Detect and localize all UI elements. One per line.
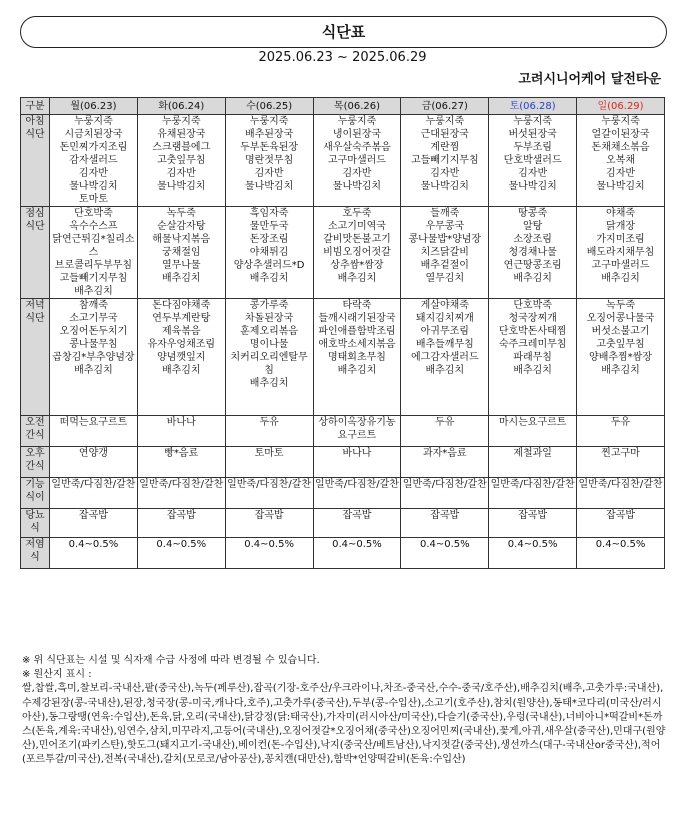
menu-cell xyxy=(313,478,401,509)
menu-cell-text: 빵*음료 xyxy=(164,448,199,459)
menu-cell xyxy=(137,115,225,207)
menu-cell-text: 녹두죽 오징어콩나물국 버섯소불고기 고춧잎무침 양배추찜*쌈장 배추김치 xyxy=(586,300,655,376)
origin-title: ※ 원산지 표시 : xyxy=(22,669,92,681)
menu-cell-text: 잡곡밥 xyxy=(254,510,284,521)
menu-row-dinner xyxy=(21,299,665,416)
menu-cell-text: 두유 xyxy=(435,417,455,428)
menu-cell xyxy=(401,115,489,207)
menu-cell-text: 누룽지죽 냉이된장국 새우살숙주볶음 고구마샐러드 김자반 물나박김치 xyxy=(323,116,391,192)
menu-cell-text: 0.4~0.5% xyxy=(507,539,558,550)
menu-cell-text: 누룽지죽 시금치된장국 돈민찌가지조림 감자샐러드 김자반 물나박김치 토마토 xyxy=(59,116,128,205)
menu-cell xyxy=(50,509,138,538)
menu-row-lunch xyxy=(21,207,665,299)
menu-cell xyxy=(50,299,138,416)
menu-cell-text: 땅콩죽 알탕 소장조림 청경채나물 연근땅콩조림 배추김치 xyxy=(503,208,562,284)
menu-cell-text: 누룽지죽 근대된장국 계란찜 고들빼기지무침 김자반 물나박김치 xyxy=(410,116,479,192)
menu-row-low-salt-diet xyxy=(21,538,665,569)
menu-cell-text: 야채죽 닭개장 가지미조림 배도라지채무침 고구마샐러드 배추김치 xyxy=(586,208,655,284)
menu-cell xyxy=(577,299,665,416)
menu-cell-text: 돈다짐야채죽 연두부계란탕 제육볶음 유자우엉채조림 양념깻잎지 배추김치 xyxy=(147,300,216,376)
menu-cell xyxy=(137,416,225,447)
menu-cell-text: 콩가루죽 차돌된장국 훈제오리볶음 명이나물 치커리오리엔탈무침 배추김치 xyxy=(230,300,308,389)
menu-row-diabetic-diet xyxy=(21,509,665,538)
day-header-mon: 월(06.23) xyxy=(50,98,138,115)
table-header-row xyxy=(21,98,665,115)
menu-cell xyxy=(50,416,138,447)
menu-cell-text: 바나나 xyxy=(166,417,196,428)
menu-cell-text: 상하이옥장유기농요구르트 xyxy=(318,417,396,441)
menu-cell xyxy=(401,416,489,447)
menu-cell-text: 0.4~0.5% xyxy=(68,539,119,550)
menu-cell xyxy=(50,447,138,478)
menu-cell xyxy=(50,478,138,509)
row-label: 점심 식단 xyxy=(21,207,50,299)
menu-cell-text: 잡곡밥 xyxy=(518,510,548,521)
menu-cell xyxy=(489,207,577,299)
menu-cell-text: 떠먹는요구르트 xyxy=(59,417,128,428)
menu-cell xyxy=(225,115,313,207)
menu-cell-text: 잡곡밥 xyxy=(166,510,196,521)
menu-cell xyxy=(137,538,225,569)
menu-cell xyxy=(401,299,489,416)
menu-cell-text: 녹두죽 순살감자탕 해물낙지볶음 궁채절임 열무나물 배추김치 xyxy=(152,208,211,284)
menu-cell xyxy=(577,416,665,447)
menu-cell xyxy=(225,207,313,299)
row-label: 오전 간식 xyxy=(21,416,50,447)
menu-cell-text: 0.4~0.5% xyxy=(332,539,382,550)
menu-cell xyxy=(489,478,577,509)
menu-cell xyxy=(577,478,665,509)
menu-cell xyxy=(401,447,489,478)
menu-cell-text: 단호박죽 옥수수스프 닭연근튀김*칠리소스 브로콜리두부무침 고들빼기지무침 배추김치 xyxy=(52,208,135,297)
menu-cell xyxy=(489,416,577,447)
menu-cell-text: 일반죽/다짐찬/갈찬 xyxy=(227,479,312,490)
menu-cell-text: 누룽지죽 얼갈이된장국 돈채채소볶음 오복채 김자반 물나박김치 xyxy=(591,116,650,192)
menu-cell-text: 일반죽/다짐찬/갈찬 xyxy=(314,479,399,490)
menu-cell xyxy=(50,115,138,207)
menu-cell-text: 누룽지죽 유채된장국 스크램블에그 고춧잎무침 김자반 물나박김치 xyxy=(152,116,211,192)
menu-cell xyxy=(489,538,577,569)
menu-cell-text: 참깨죽 소고기무국 오징어돈두치기 콩나물무침 곱창김*부추양념장 배추김치 xyxy=(52,300,135,376)
menu-cell xyxy=(225,478,313,509)
menu-period: 2025.06.23 ~ 2025.06.29 xyxy=(258,50,427,65)
menu-cell-text: 일반죽/다짐찬/갈찬 xyxy=(51,479,136,490)
weekly-menu-table xyxy=(20,97,665,569)
menu-cell xyxy=(225,416,313,447)
menu-cell-text: 0.4~0.5% xyxy=(419,539,470,550)
row-label: 저녁 식단 xyxy=(21,299,50,416)
menu-cell-text: 잡곡밥 xyxy=(78,510,108,521)
menu-cell-text: 단호박죽 청국장찌개 단호박돈사태찜 숙주크레미무침 파래무침 배추김치 xyxy=(498,300,567,376)
menu-cell xyxy=(313,538,401,569)
menu-cell-text: 일반죽/다짐찬/갈찬 xyxy=(490,479,575,490)
menu-cell-text: 호두죽 소고기미역국 갈비맛돈불고기 비빔오징어젓갈 상추쌈*쌈장 배추김치 xyxy=(323,208,391,284)
menu-cell-text: 게살야채죽 돼지김치찌개 아귀무조림 배추들깨무침 에그감자샐러드 배추김치 xyxy=(410,300,479,376)
menu-cell xyxy=(577,538,665,569)
menu-cell xyxy=(489,299,577,416)
menu-cell-text: 0.4~0.5% xyxy=(595,539,646,550)
menu-cell-text: 찐고구마 xyxy=(601,448,640,459)
menu-cell xyxy=(401,478,489,509)
menu-cell-text: 두유 xyxy=(610,417,631,428)
menu-cell-text: 제철과일 xyxy=(513,448,552,459)
row-label: 아침 식단 xyxy=(21,115,50,207)
row-label: 오후 간식 xyxy=(21,447,50,478)
menu-cell-text: 0.4~0.5% xyxy=(156,539,207,550)
menu-cell-text: 잡곡밥 xyxy=(430,510,460,521)
menu-cell-text: 누룽지죽 버섯된장국 두부조림 단호박샐러드 김자반 물나박김치 xyxy=(503,116,562,192)
menu-cell xyxy=(225,299,313,416)
menu-cell xyxy=(313,509,401,538)
menu-cell xyxy=(577,207,665,299)
menu-row-functional-diet xyxy=(21,478,665,509)
menu-cell xyxy=(225,538,313,569)
menu-cell-text: 0.4~0.5% xyxy=(244,539,294,550)
menu-cell xyxy=(137,207,225,299)
menu-cell xyxy=(401,207,489,299)
menu-cell-text: 흑임자죽 물만두국 돈장조림 야채튀김 양상추샐러드*D 배추김치 xyxy=(233,208,305,284)
menu-cell xyxy=(313,299,401,416)
menu-cell-text: 일반죽/다짐찬/갈찬 xyxy=(578,479,663,490)
menu-cell xyxy=(137,299,225,416)
day-header-sun: 일(06.29) xyxy=(577,98,665,115)
menu-row-morning-snack xyxy=(21,416,665,447)
menu-cell-text: 타락죽 들깨시래기된장국 파인애플함박조림 애호박소세지볶음 명태회초무침 배추김치 xyxy=(318,300,396,376)
menu-cell-text: 바나나 xyxy=(342,448,372,459)
menu-cell-text: 마시는요구르트 xyxy=(498,417,567,428)
menu-cell xyxy=(137,447,225,478)
menu-cell-text: 과자*음료 xyxy=(422,448,467,459)
day-header-sat: 토(06.28) xyxy=(489,98,577,115)
menu-row-afternoon-snack xyxy=(21,447,665,478)
menu-cell xyxy=(489,447,577,478)
menu-cell-text: 토마토 xyxy=(254,448,284,459)
table-body xyxy=(21,115,665,569)
day-header-thu: 목(06.26) xyxy=(313,98,401,115)
menu-cell xyxy=(313,115,401,207)
menu-cell-text: 일반죽/다짐찬/갈찬 xyxy=(402,479,487,490)
menu-cell-text: 연양갱 xyxy=(78,448,108,459)
day-header-tue: 화(06.24) xyxy=(137,98,225,115)
menu-cell xyxy=(313,416,401,447)
menu-cell xyxy=(489,509,577,538)
menu-cell xyxy=(225,447,313,478)
menu-cell xyxy=(577,447,665,478)
row-label: 기능 식이 xyxy=(21,478,50,509)
row-label: 저염 식 xyxy=(21,538,50,569)
notes-section xyxy=(22,654,667,768)
menu-cell xyxy=(401,509,489,538)
change-notice: ※ 위 식단표는 시설 및 식자재 수급 사정에 따라 변경될 수 있습니다. xyxy=(22,655,320,666)
menu-cell-text: 누룽지죽 배추된장국 두부돈육된장 명란젓무침 김자반 물나박김치 xyxy=(240,116,299,192)
origin-text: 쌀,찹쌀,흑미,찰보리-국내산,팥(중국산),녹두(페루산),잡곡(기장-호주산/우크라이나,차조-중국산,수수-중국/호주산),배추김치(배추,고춧가루:국내산),수제강된장(콩-국내산),된장,청국장(콩-미국,캐나다,호주),고춧가루(중국산),두부(콩-수입산),소고기(호주산),참치(원양산),동태*코다리(미국산/러시아산),동그랑땡(연육:수입산),돈육,닭,오리(국내산),닭강정(닭:태국산),가자미(러시아산/미국산),다슬기(중국산),우렁(국내산),너비아니*떡갈비*돈까스(돈육,계육:국내산),임연수,삼치,미꾸라지,고등어(국내산),오징어젓갈*오징어채(중국산)오징어민찌(국내산),꽃게,아귀,새우살(중국산),민대구(원양산),민어조기(파키스탄),핫도그(돼지고기-국내산),베이컨(돈-수입산),낙지(중국산/베트남산),낙지젓갈(중국산),생선까스(대구-국내산or중국산),적어(포르투갈/미국산),전복(국내산),갈치(모로코/남아공산),꽁치캔(대만산),함박*언양떡갈비(돈육:수입산) xyxy=(22,683,666,766)
menu-cell xyxy=(50,207,138,299)
menu-cell xyxy=(225,509,313,538)
day-header-wed: 수(06.25) xyxy=(225,98,313,115)
day-header-fri: 금(06.27) xyxy=(401,98,489,115)
menu-cell-text: 잡곡밥 xyxy=(342,510,372,521)
row-label: 당뇨 식 xyxy=(21,509,50,538)
menu-cell-text: 들깨죽 우무콩국 콩나물밥*양념장 치즈닭갈비 배추겉절이 열무김치 xyxy=(408,208,482,284)
menu-cell xyxy=(577,509,665,538)
menu-cell xyxy=(577,115,665,207)
menu-cell xyxy=(50,538,138,569)
menu-cell-text: 일반죽/다짐찬/갈찬 xyxy=(139,479,224,490)
menu-row-breakfast xyxy=(21,115,665,207)
menu-title: 식단표 xyxy=(20,16,667,48)
menu-cell xyxy=(313,447,401,478)
menu-cell-text: 잡곡밥 xyxy=(606,510,636,521)
menu-cell xyxy=(489,115,577,207)
menu-cell xyxy=(401,538,489,569)
menu-cell xyxy=(313,207,401,299)
menu-cell xyxy=(137,509,225,538)
corner-header: 구분 xyxy=(21,98,50,115)
menu-cell xyxy=(137,478,225,509)
facility-name: 고려시니어케어 달전타운 xyxy=(518,72,661,87)
menu-cell-text: 두유 xyxy=(259,417,279,428)
